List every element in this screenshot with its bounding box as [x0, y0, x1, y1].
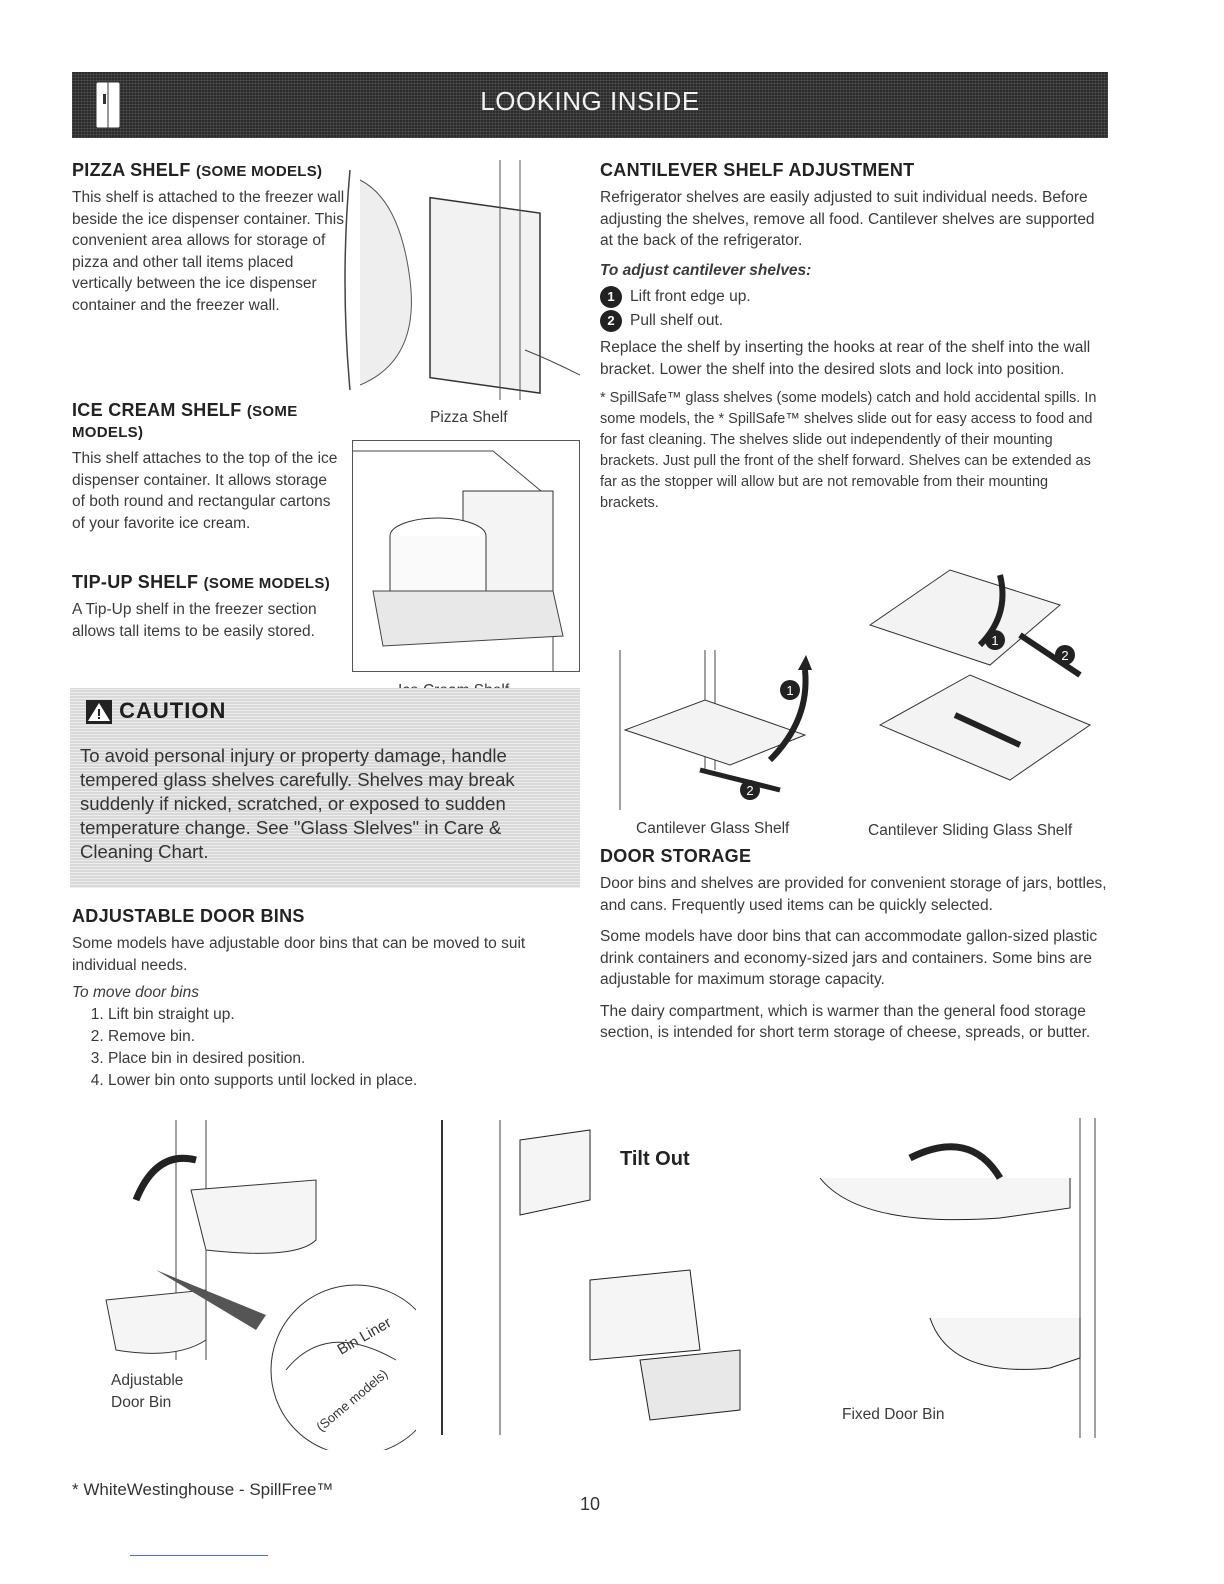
step-number-badge: 2 [600, 310, 622, 332]
section-banner [72, 72, 1108, 138]
list-item: 4. Lower bin onto supports until locked in place. [108, 1070, 572, 1092]
cantilever-section [600, 160, 1108, 514]
cantilever-text: Refrigerator shelves are easily adjusted to suit individual needs. Before adjusting the shelves, remove all food. Cantilever shelves are supported at the back of the refrigerator. [600, 189, 1095, 249]
move-door-bins-steps [72, 1004, 572, 1092]
page-title: LOOKING INSIDE [480, 86, 700, 116]
tip-up-shelf-text: A Tip-Up shelf in the freezer section allows tall items to be easily stored. [72, 601, 317, 640]
door-storage-text-3: The dairy compartment, which is warmer than the general food storage section, is intended for short term storage of cheese, spreads, or butter. [600, 1002, 1091, 1041]
tip-up-shelf-section [72, 572, 342, 642]
svg-text:2: 2 [746, 783, 754, 798]
some-models-label: (Some models) [313, 1366, 391, 1435]
pizza-shelf-text: This shelf is attached to the freezer wall beside the ice dispenser container. This convenient area allows for storage of pizza and other tall items placed vertically between the ice dispenser container and the freezer wall. [72, 189, 345, 314]
svg-text:1: 1 [991, 633, 999, 648]
adjustable-door-bins-text: Some models have adjustable door bins that can be moved to suit individual needs. [72, 935, 526, 974]
tip-up-shelf-heading: TIP-UP SHELF (SOME MODELS) [72, 572, 330, 592]
cantilever-replace-text: Replace the shelf by inserting the hooks at rear of the shelf into the wall bracket. Lower the shelf into the desired slots and lock into position. [600, 339, 1091, 378]
caution-label: CAUTION [86, 698, 226, 724]
ice-cream-shelf-section [72, 400, 342, 534]
list-item: 2. Remove bin. [108, 1026, 572, 1048]
caution-text: To avoid personal injury or property damage, handle tempered glass shelves carefully. Shelves may break suddenly if nicked, scratched, or exposed to sudden temperature change. See "Glass Slelves" in Care & Cleaning Chart. [80, 745, 515, 862]
tilt-out-bin-illustration [440, 1120, 760, 1435]
adjustable-door-bins-heading: ADJUSTABLE DOOR BINS [72, 906, 305, 926]
cantilever-subheading: To adjust cantilever shelves: [600, 261, 812, 279]
divider [130, 1555, 268, 1556]
bin-liner-label: Bin Liner [334, 1314, 395, 1359]
svg-text:1: 1 [786, 683, 794, 698]
move-door-bins-subheading: To move door bins [72, 984, 199, 1001]
pizza-shelf-section [72, 160, 352, 316]
cantilever-step-1: 1 Lift front edge up. [600, 285, 1108, 309]
cantilever-sliding-shelf-illustration [860, 565, 1110, 810]
cantilever-glass-shelf-caption: Cantilever Glass Shelf [636, 820, 790, 837]
cantilever-heading: CANTILEVER SHELF ADJUSTMENT [600, 160, 915, 180]
door-storage-heading: DOOR STORAGE [600, 846, 752, 866]
adjustable-door-bin-caption: Adjustable Door Bin [111, 1372, 184, 1411]
door-storage-section [600, 846, 1108, 1044]
warning-icon [86, 700, 112, 724]
ice-cream-shelf-illustration [352, 440, 580, 672]
page-number: 10 [580, 1494, 601, 1514]
spillsafe-text: * SpillSafe™ glass shelves (some models) catch and hold accidental spills. In some models, the * SpillSafe™ shelves slide out for easy access to food and for fast cleaning. The shelves slide out independently of their mounting brackets. Just pull the front of the shelf forward. Shelves can be extended as far as the stopper will allow but are not removable from their mounting brackets. [600, 390, 1097, 511]
fixed-door-bin-illustration [800, 1118, 1100, 1438]
ice-cream-shelf-text: This shelf attaches to the top of the ice dispenser container. It allows storage of both round and rectangular cartons of your favorite ice cream. [72, 450, 338, 532]
door-storage-text-1: Door bins and shelves are provided for convenient storage of jars, bottles, and cans. Frequently used items can be quickly selected. [600, 875, 1107, 914]
caution-box [70, 688, 580, 888]
list-item: 3. Place bin in desired position. [108, 1048, 572, 1070]
pizza-shelf-illustration [340, 160, 580, 400]
cantilever-step-2: 2 Pull shelf out. [600, 309, 1108, 333]
footnote: * WhiteWestinghouse - SpillFree™ [72, 1480, 334, 1499]
cantilever-glass-shelf-illustration [610, 640, 840, 810]
svg-text:2: 2 [1061, 648, 1069, 663]
list-item: 1. Lift bin straight up. [108, 1004, 572, 1026]
cantilever-sliding-shelf-caption: Cantilever Sliding Glass Shelf [868, 822, 1073, 839]
tilt-out-label: Tilt Out [620, 1148, 690, 1170]
adjustable-door-bins-section [72, 906, 572, 1092]
pizza-shelf-caption: Pizza Shelf [430, 409, 508, 426]
fixed-door-bin-caption: Fixed Door Bin [842, 1406, 945, 1423]
ice-cream-shelf-heading: ICE CREAM SHELF (SOME MODELS) [72, 400, 298, 441]
door-storage-text-2: Some models have door bins that can accommodate gallon-sized plastic drink containers and economy-sized jars and containers. Some bins are adjustable for maximum storage capacity. [600, 928, 1098, 988]
pizza-shelf-heading: PIZZA SHELF (SOME MODELS) [72, 160, 323, 180]
step-number-badge: 1 [600, 286, 622, 308]
